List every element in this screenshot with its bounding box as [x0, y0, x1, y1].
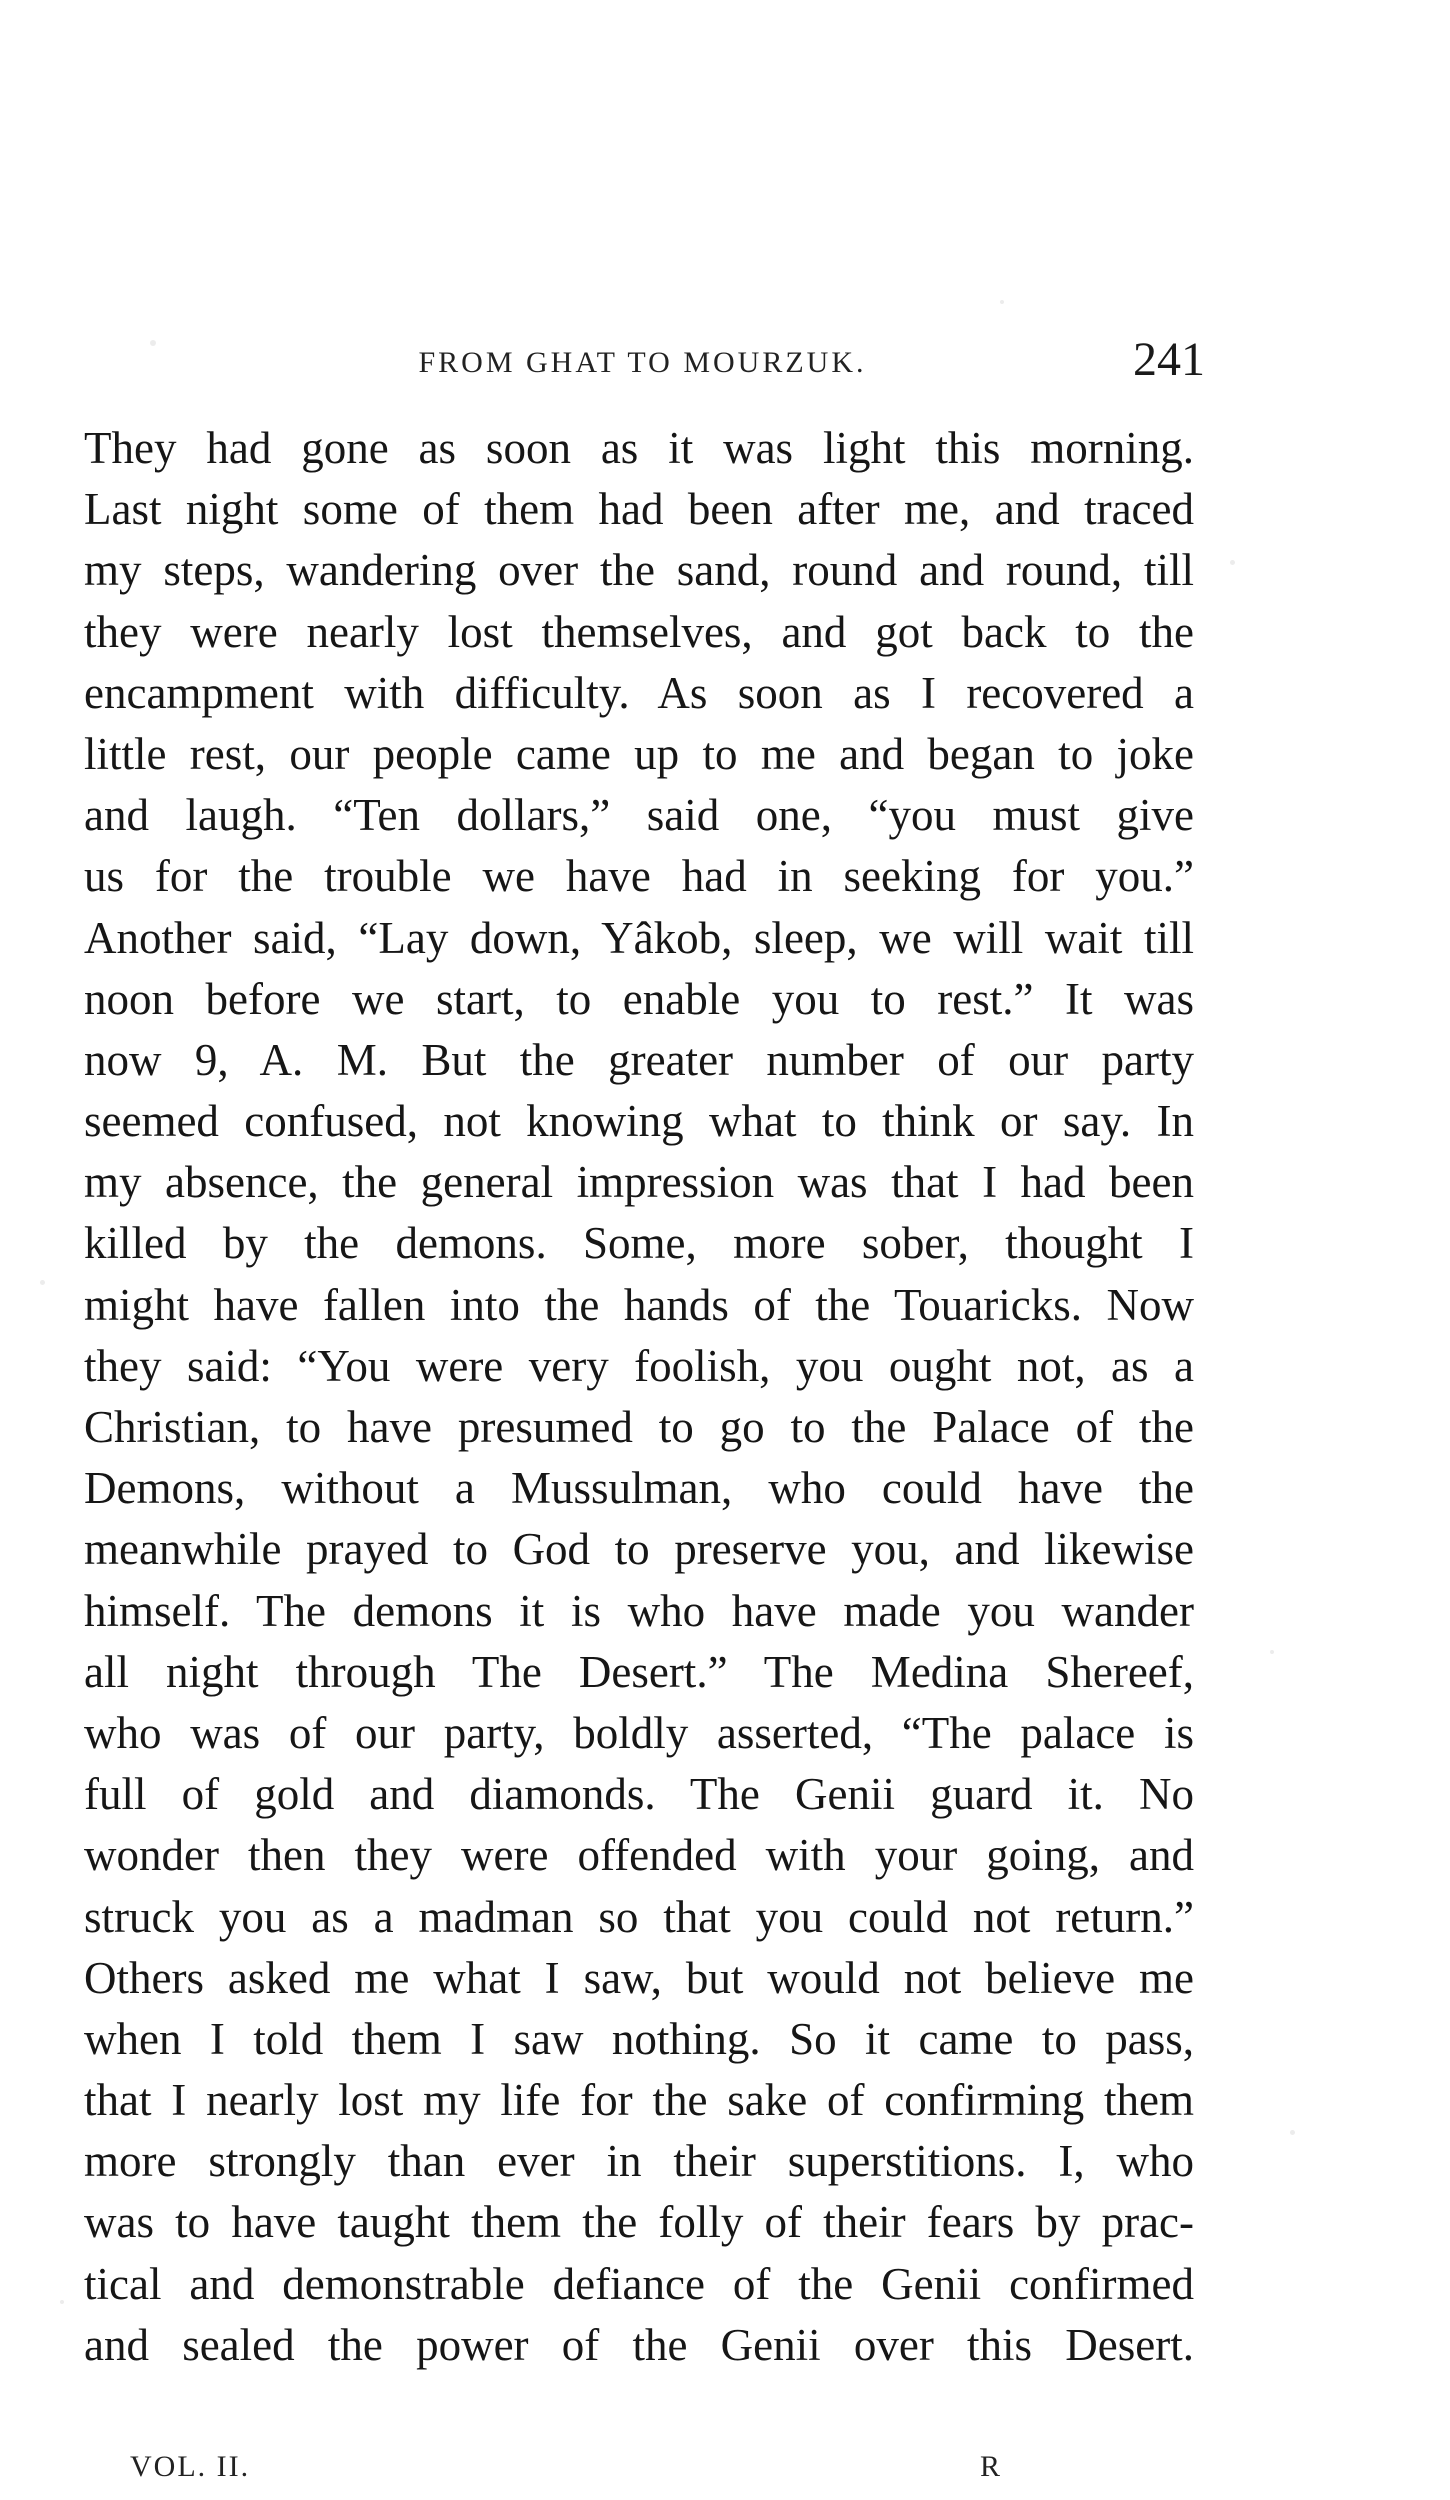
- body-text: [84, 418, 1194, 2376]
- text-line: wonder then they were offended with your going, and: [84, 1830, 1194, 1881]
- text-line: my absence, the general impression was that I had been: [84, 1157, 1194, 1208]
- text-line: and sealed the power of the Genii over this Desert.: [84, 2319, 1194, 2370]
- text-line: tical and demonstrable defiance of the Genii confirmed: [84, 2258, 1194, 2309]
- text-line: they were nearly lost themselves, and got back to the: [84, 606, 1194, 657]
- text-line: encampment with difficulty. As soon as I recovered a: [84, 667, 1194, 718]
- volume-label: VOL. II.: [130, 2450, 251, 2483]
- text-line: Last night some of them had been after me, and traced: [84, 484, 1194, 535]
- text-line: all night through The Desert.” The Medina Shereef,: [84, 1646, 1194, 1697]
- running-head: FROM GHAT TO MOURZUK.: [418, 346, 867, 379]
- text-line: Christian, to have presumed to go to the Palace of the: [84, 1402, 1194, 1452]
- text-line: us for the trouble we have had in seeking for you.”: [84, 851, 1194, 902]
- signature-mark: R: [979, 2450, 1000, 2483]
- text-line: might have fallen into the hands of the Touaricks. Now: [84, 1279, 1194, 1330]
- scan-speckle: [1000, 300, 1004, 304]
- text-line: little rest, our people came up to me and began to joke: [84, 728, 1194, 779]
- text-line: Another said, “Lay down, Yâkob, sleep, we will wait till: [84, 912, 1194, 963]
- text-line: Demons, without a Mussulman, who could have the: [84, 1463, 1194, 1514]
- text-line: Others asked me what I saw, but would not believe me: [84, 1952, 1194, 2003]
- text-line: meanwhile prayed to God to preserve you, and likewise: [84, 1524, 1194, 1575]
- text-line: They had gone as soon as it was light this morning.: [84, 423, 1194, 473]
- text-line: my steps, wandering over the sand, round and round, till: [84, 545, 1194, 596]
- scan-speckle: [1270, 1650, 1274, 1654]
- text-line: full of gold and diamonds. The Genii guard it. No: [84, 1769, 1194, 1820]
- page-footer: [130, 2450, 1000, 2490]
- text-line: when I told them I saw nothing. So it came to pass,: [84, 2013, 1194, 2064]
- text-line: seemed confused, not knowing what to think or say. In: [84, 1096, 1194, 1147]
- page-header: [80, 332, 1205, 392]
- text-line: they said: “You were very foolish, you ought not, as a: [84, 1340, 1194, 1391]
- text-line: more strongly than ever in their superstitions. I, who: [84, 2136, 1194, 2187]
- text-line: that I nearly lost my life for the sake of confirming them: [84, 2075, 1194, 2126]
- text-line: killed by the demons. Some, more sober, thought I: [84, 1218, 1194, 1269]
- scan-speckle: [40, 1280, 45, 1285]
- text-line: struck you as a madman so that you could not return.”: [84, 1891, 1194, 1942]
- scan-speckle: [1290, 2130, 1295, 2135]
- text-line: himself. The demons it is who have made you wander: [84, 1585, 1194, 1636]
- text-line: was to have taught them the folly of their fears by prac-: [84, 2197, 1194, 2248]
- text-line: noon before we start, to enable you to rest.” It was: [84, 973, 1194, 1024]
- scan-speckle: [1230, 560, 1235, 565]
- text-line: now 9, A. M. But the greater number of our party: [84, 1034, 1194, 1085]
- page-number: 241: [1133, 333, 1205, 386]
- scan-speckle: [60, 2300, 64, 2304]
- text-line: and laugh. “Ten dollars,” said one, “you must give: [84, 790, 1194, 841]
- text-line: who was of our party, boldly asserted, “The palace is: [84, 1707, 1194, 1758]
